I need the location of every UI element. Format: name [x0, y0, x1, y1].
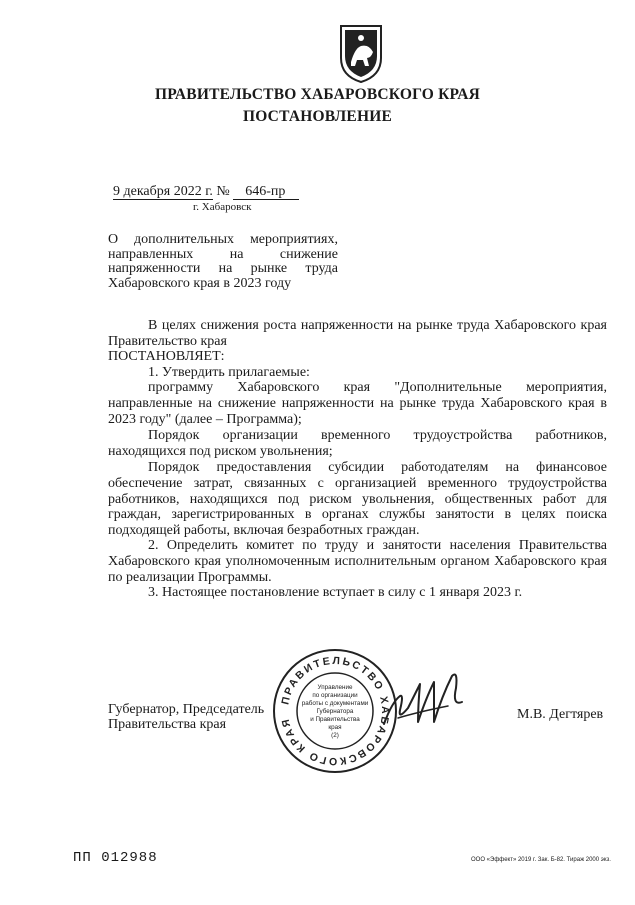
position-line: Правительства края: [108, 717, 227, 732]
item-1-procedure-employment: Порядок организации временного трудоустройства работников, находящихся под риском увольнения;: [108, 428, 607, 459]
seal-center-line: Управление: [317, 684, 353, 691]
item-1: 1. Утвердить прилагаемые:: [148, 364, 310, 380]
signatory-position: [108, 702, 264, 732]
coat-of-arms-icon: [337, 22, 385, 84]
seal-center-line: работы с документами: [301, 700, 369, 707]
government-title: ПРАВИТЕЛЬСТВО ХАБАРОВСКОГО КРАЯ: [154, 86, 481, 103]
seal-center-line: края: [328, 724, 342, 731]
document-place: г. Хабаровск: [193, 201, 252, 213]
seal-center-line: (2): [331, 732, 339, 739]
document-type: ПОСТАНОВЛЕНИЕ: [242, 108, 393, 125]
signatory-name: М.В. Дегтярев: [517, 707, 604, 722]
number-label: №: [216, 184, 230, 199]
item-1-procedure-subsidy: Порядок предоставления субсидии работодателям на финансовое обеспечение затрат, связанных с организацией временного трудоустройства работников, находящихся под риском увольнения, общественных работ для граждан, зарегистрированных в органах службы занятости в целях поиска подходящей работы, включая безработных граждан.: [108, 460, 607, 538]
resolves-word: ПОСТАНОВЛЯЕТ:: [108, 349, 225, 365]
item-2: 2. Определить комитет по труду и занятости населения Правительства Хабаровского края уполномоченным исполнительным органом Хабаровского края по реализации Программы.: [108, 538, 607, 585]
item-1-program: программу Хабаровского края "Дополнительные мероприятия, направленные на снижение напряженности на рынке труда Хабаровского края в 2023 году" (далее – Программа);: [108, 380, 607, 427]
position-line: Губернатор, Председатель: [108, 702, 265, 717]
seal-center-line: Губернатора: [316, 708, 354, 715]
date-number-line: [113, 184, 299, 200]
preamble: В целях снижения роста напряженности на рынке труда Хабаровского края Правительство края: [108, 318, 607, 349]
seal-ring-text: ПРАВИТЕЛЬСТВО ХАБАРОВСКОГО КРАЯ: [279, 654, 392, 768]
serial-number: ПП 012988: [73, 850, 158, 866]
item-3: 3. Настоящее постановление вступает в силу с 1 января 2023 г.: [148, 585, 523, 601]
handwritten-signature: [378, 662, 470, 740]
document-number: 646-пр: [233, 185, 299, 200]
seal-center-line: и Правительства: [310, 716, 360, 723]
printer-imprint: ООО «Эффект» 2019 г. Зак. Б-82. Тираж 2000 экз.: [471, 857, 611, 863]
document-body: [108, 318, 607, 601]
seal-center-line: по организации: [312, 692, 358, 699]
document-subject: О дополнительных мероприятиях, направленных на снижение напряженности на рынке труда Хабаровского края в 2023 году: [108, 232, 338, 291]
document-date: 9 декабря 2022 г.: [113, 184, 213, 199]
